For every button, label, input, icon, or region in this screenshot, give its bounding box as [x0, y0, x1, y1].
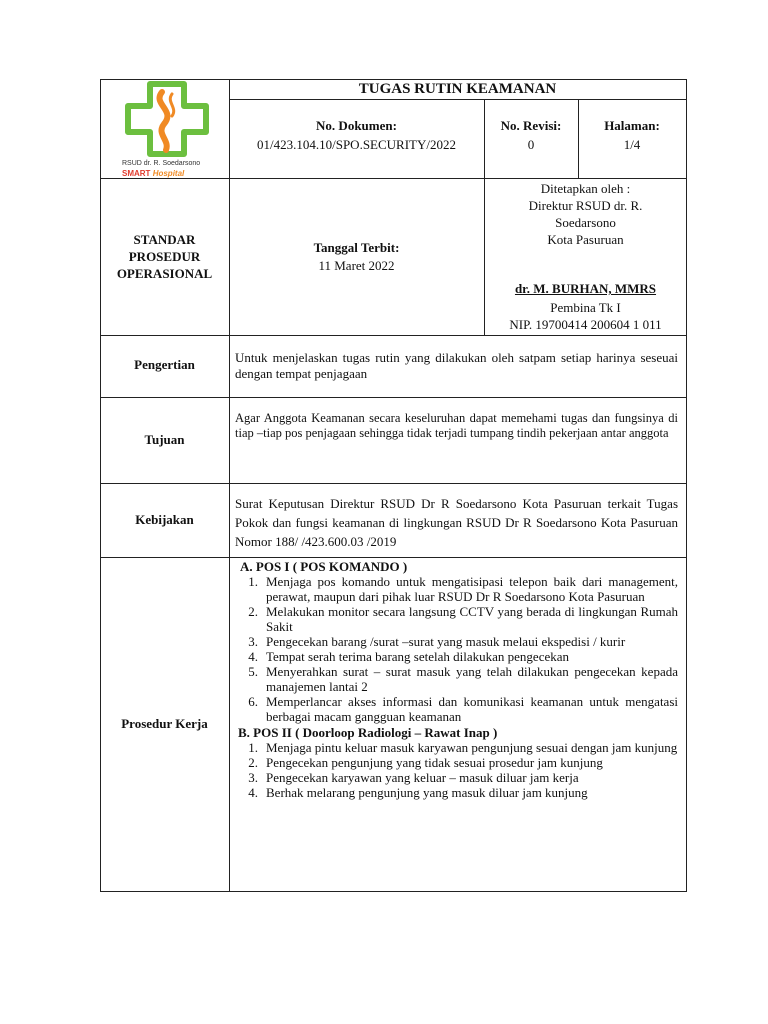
spo-title: STANDAR PROSEDUR OPERASIONAL	[116, 232, 213, 281]
doc-number-value: 01/423.104.10/SPO.SECURITY/2022	[257, 137, 456, 152]
list-item: 1. Menjaga pos komando untuk mengatisipasi telepon baik dari management, perawat, maupun dari pihak luar RSUD Dr R Soedarsono Kota Pasuruan	[248, 574, 678, 604]
list-item: 4. Tempat serah terima barang setelah dilakukan pengecekan	[248, 649, 570, 664]
border-row3	[100, 397, 687, 398]
document-title: TUGAS RUTIN KEAMANAN	[358, 81, 557, 97]
border-bottom	[100, 891, 687, 892]
list-item: 3. Pengecekan barang /surat –surat yang masuk melaui ekspedisi / kurir	[248, 634, 626, 649]
signer-name: dr. M. BURHAN, MMRS	[514, 281, 657, 296]
cross-logo-icon	[112, 80, 222, 160]
revision-value: 0	[527, 137, 535, 152]
section-a-heading: A. POS I ( POS KOMANDO )	[240, 559, 408, 574]
list-item: 6. Memperlancar akses informasi dan komunikasi keamanan untuk mengatasi berbagai macam gangguan keamanan	[248, 694, 678, 724]
text-tujuan: Agar Anggota Keamanan secara keseluruhan dapat memehami tugas dan fungsinya di tiap –tiap pos penjagaan sehingga tidak terjadi tumpang tindih pekerjaan antar anggota	[235, 411, 678, 440]
issue-date-value: 11 Maret 2022	[318, 258, 395, 273]
border-row1	[100, 178, 687, 179]
page-value: 1/4	[623, 137, 641, 152]
border-col1	[229, 79, 230, 892]
border-left	[100, 79, 101, 892]
approval-block	[485, 180, 686, 333]
text-kebijakan: Surat Keputusan Direktur RSUD Dr R Soedarsono Kota Pasuruan terkait Tugas Pokok dan fungsi keamanan di lingkungan RSUD Dr R Soedarsono Kota Pasuruan Nomor 188/ /423.600.03 /2019	[235, 496, 678, 549]
text-pengertian: Untuk menjelaskan tugas rutin yang dilakukan oleh satpam setiap harinya seseuai dengan tempat penjagaan	[235, 350, 678, 381]
revision-label: No. Revisi:	[500, 118, 562, 133]
list-item: 2. Pengecekan pengunjung yang tidak sesuai prosedur jam kunjung	[248, 755, 603, 770]
label-pengertian: Pengertian	[134, 357, 195, 372]
list-item: 3. Pengecekan karyawan yang keluar – masuk diluar jam kerja	[248, 770, 579, 785]
logo-smart: SMART	[122, 169, 151, 178]
border-row2	[100, 335, 687, 336]
logo-hospital: Hospital	[152, 169, 185, 178]
label-kebijakan: Kebijakan	[135, 512, 194, 527]
border-row5	[100, 557, 687, 558]
prosedur-content	[238, 559, 678, 800]
set-by-line-3: Soedarsono	[555, 215, 616, 230]
border-right	[686, 79, 687, 892]
list-item: 1. Menjaga pintu keluar masuk karyawan pengunjung sesuai dengan jam kunjung	[248, 740, 678, 755]
page-label: Halaman:	[604, 118, 660, 133]
label-prosedur-kerja: Prosedur Kerja	[121, 716, 208, 731]
border-header-title	[229, 99, 687, 100]
list-item: 5. Menyerahkan surat – surat masuk yang telah dilakukan pengecekan kepada manajemen lantai 2	[248, 664, 678, 694]
section-b-heading: B. POS II ( Doorloop Radiologi – Rawat Inap )	[238, 725, 498, 740]
set-by-line-1: Ditetapkan oleh :	[540, 181, 631, 196]
list-item: 2. Melakukan monitor secara langsung CCTV yang berada di lingkungan Rumah Sakit	[248, 604, 678, 634]
section-b-list	[238, 740, 678, 800]
logo-hospital-name: RSUD dr. R. Soedarsono	[122, 160, 201, 167]
border-row4	[100, 483, 687, 484]
signer-rank: Pembina Tk I	[550, 300, 621, 315]
set-by-line-2: Direktur RSUD dr. R.	[528, 198, 643, 213]
set-by-line-4: Kota Pasuruan	[547, 232, 624, 247]
label-tujuan: Tujuan	[144, 432, 185, 447]
doc-number-label: No. Dokumen:	[316, 118, 397, 133]
hospital-logo	[112, 80, 222, 178]
signer-nip: NIP. 19700414 200604 1 011	[509, 317, 662, 332]
issue-date-label: Tanggal Terbit:	[313, 240, 400, 255]
section-a-list	[238, 574, 678, 724]
list-item: 4. Berhak melarang pengunjung yang masuk diluar jam kunjung	[248, 785, 588, 800]
